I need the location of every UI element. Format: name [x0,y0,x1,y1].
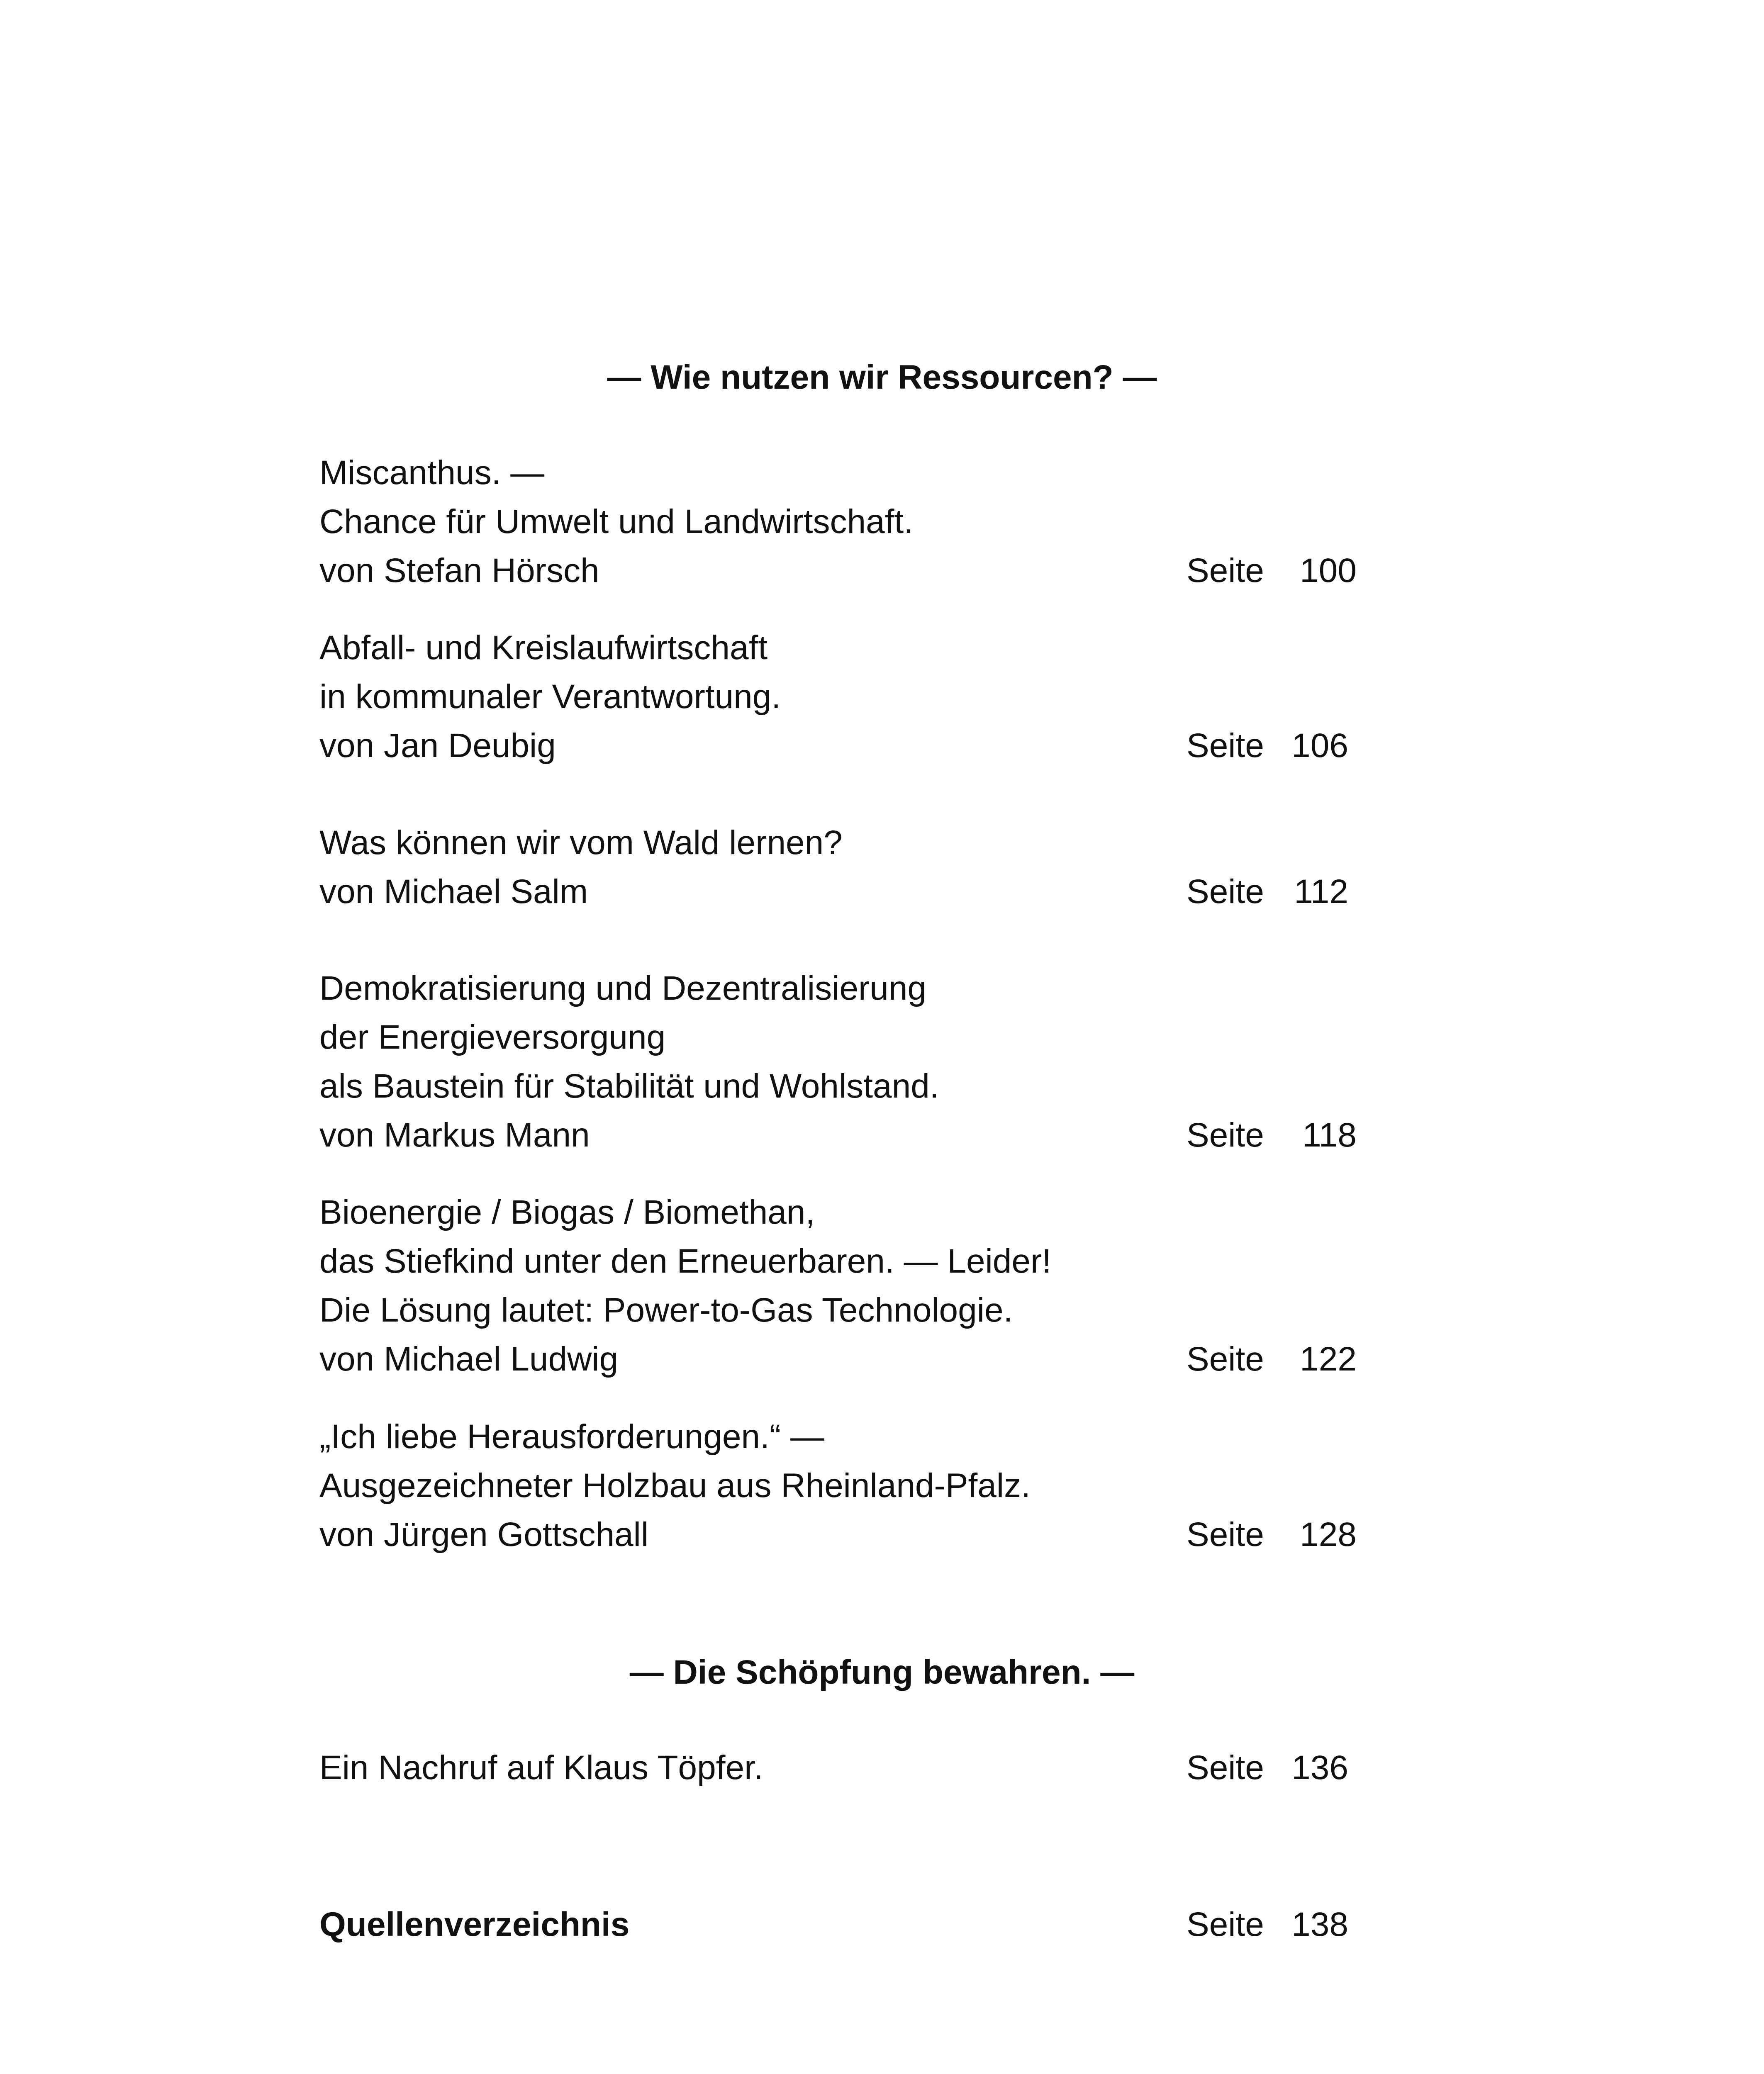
entry-title-line: Miscanthus. — [319,454,545,492]
seite-label: Seite [1187,873,1264,910]
page-reference: 118 [1302,1116,1357,1154]
entry-author: von Stefan Hörsch [319,552,599,589]
entry-title-line: „Ich liebe Herausforderungen.“ — [319,1418,824,1456]
seite-label: Seite [1187,727,1264,764]
page-reference: 122 [1300,1340,1357,1378]
entry-author: von Michael Salm [319,873,588,910]
entry-title-line: Abfall- und Kreislaufwirtschaft [319,629,768,667]
page-reference: 136 [1291,1749,1348,1787]
entry-author: von Michael Ludwig [319,1340,619,1378]
entry-author: von Markus Mann [319,1116,590,1154]
page-reference: 112 [1294,873,1348,910]
section-heading-schoepfung: — Die Schöpfung bewahren. — [629,1653,1135,1691]
entry-title-line: Bioenergie / Biogas / Biomethan, [319,1193,815,1231]
seite-label: Seite [1187,1516,1264,1553]
seite-label: Seite [1187,552,1264,589]
entry-title-line: in kommunaler Verantwortung. [319,678,781,716]
entry-title-line: der Energieversorgung [319,1018,666,1056]
section-heading-ressourcen: — Wie nutzen wir Ressourcen? — [607,358,1157,396]
page-reference: 128 [1300,1516,1357,1553]
entry-author: von Jürgen Gottschall [319,1516,649,1553]
page-reference: 106 [1291,727,1348,764]
quellen-label: Quellenverzeichnis [319,1906,630,1943]
page-reference: 138 [1291,1906,1348,1943]
entry-title-line: Die Lösung lautet: Power-to-Gas Technologie. [319,1291,1013,1329]
entry-author: von Jan Deubig [319,727,556,764]
entry-title-line: Demokratisierung und Dezentralisierung [319,969,927,1007]
page-reference: 100 [1300,552,1357,589]
entry-title-line: das Stiefkind unter den Erneuerbaren. — Leider! [319,1242,1052,1280]
entry-title-line: Ausgezeichneter Holzbau aus Rheinland-Pfalz. [319,1467,1031,1504]
entry-title-line: Chance für Umwelt und Landwirtschaft. [319,503,914,540]
entry-title-line: Was können wir vom Wald lernen? [319,824,843,862]
seite-label: Seite [1187,1116,1264,1154]
entry-title-line: Ein Nachruf auf Klaus Töpfer. [319,1749,763,1787]
seite-label: Seite [1187,1340,1264,1378]
seite-label: Seite [1187,1906,1264,1943]
seite-label: Seite [1187,1749,1264,1787]
entry-title-line: als Baustein für Stabilität und Wohlstand. [319,1067,939,1105]
